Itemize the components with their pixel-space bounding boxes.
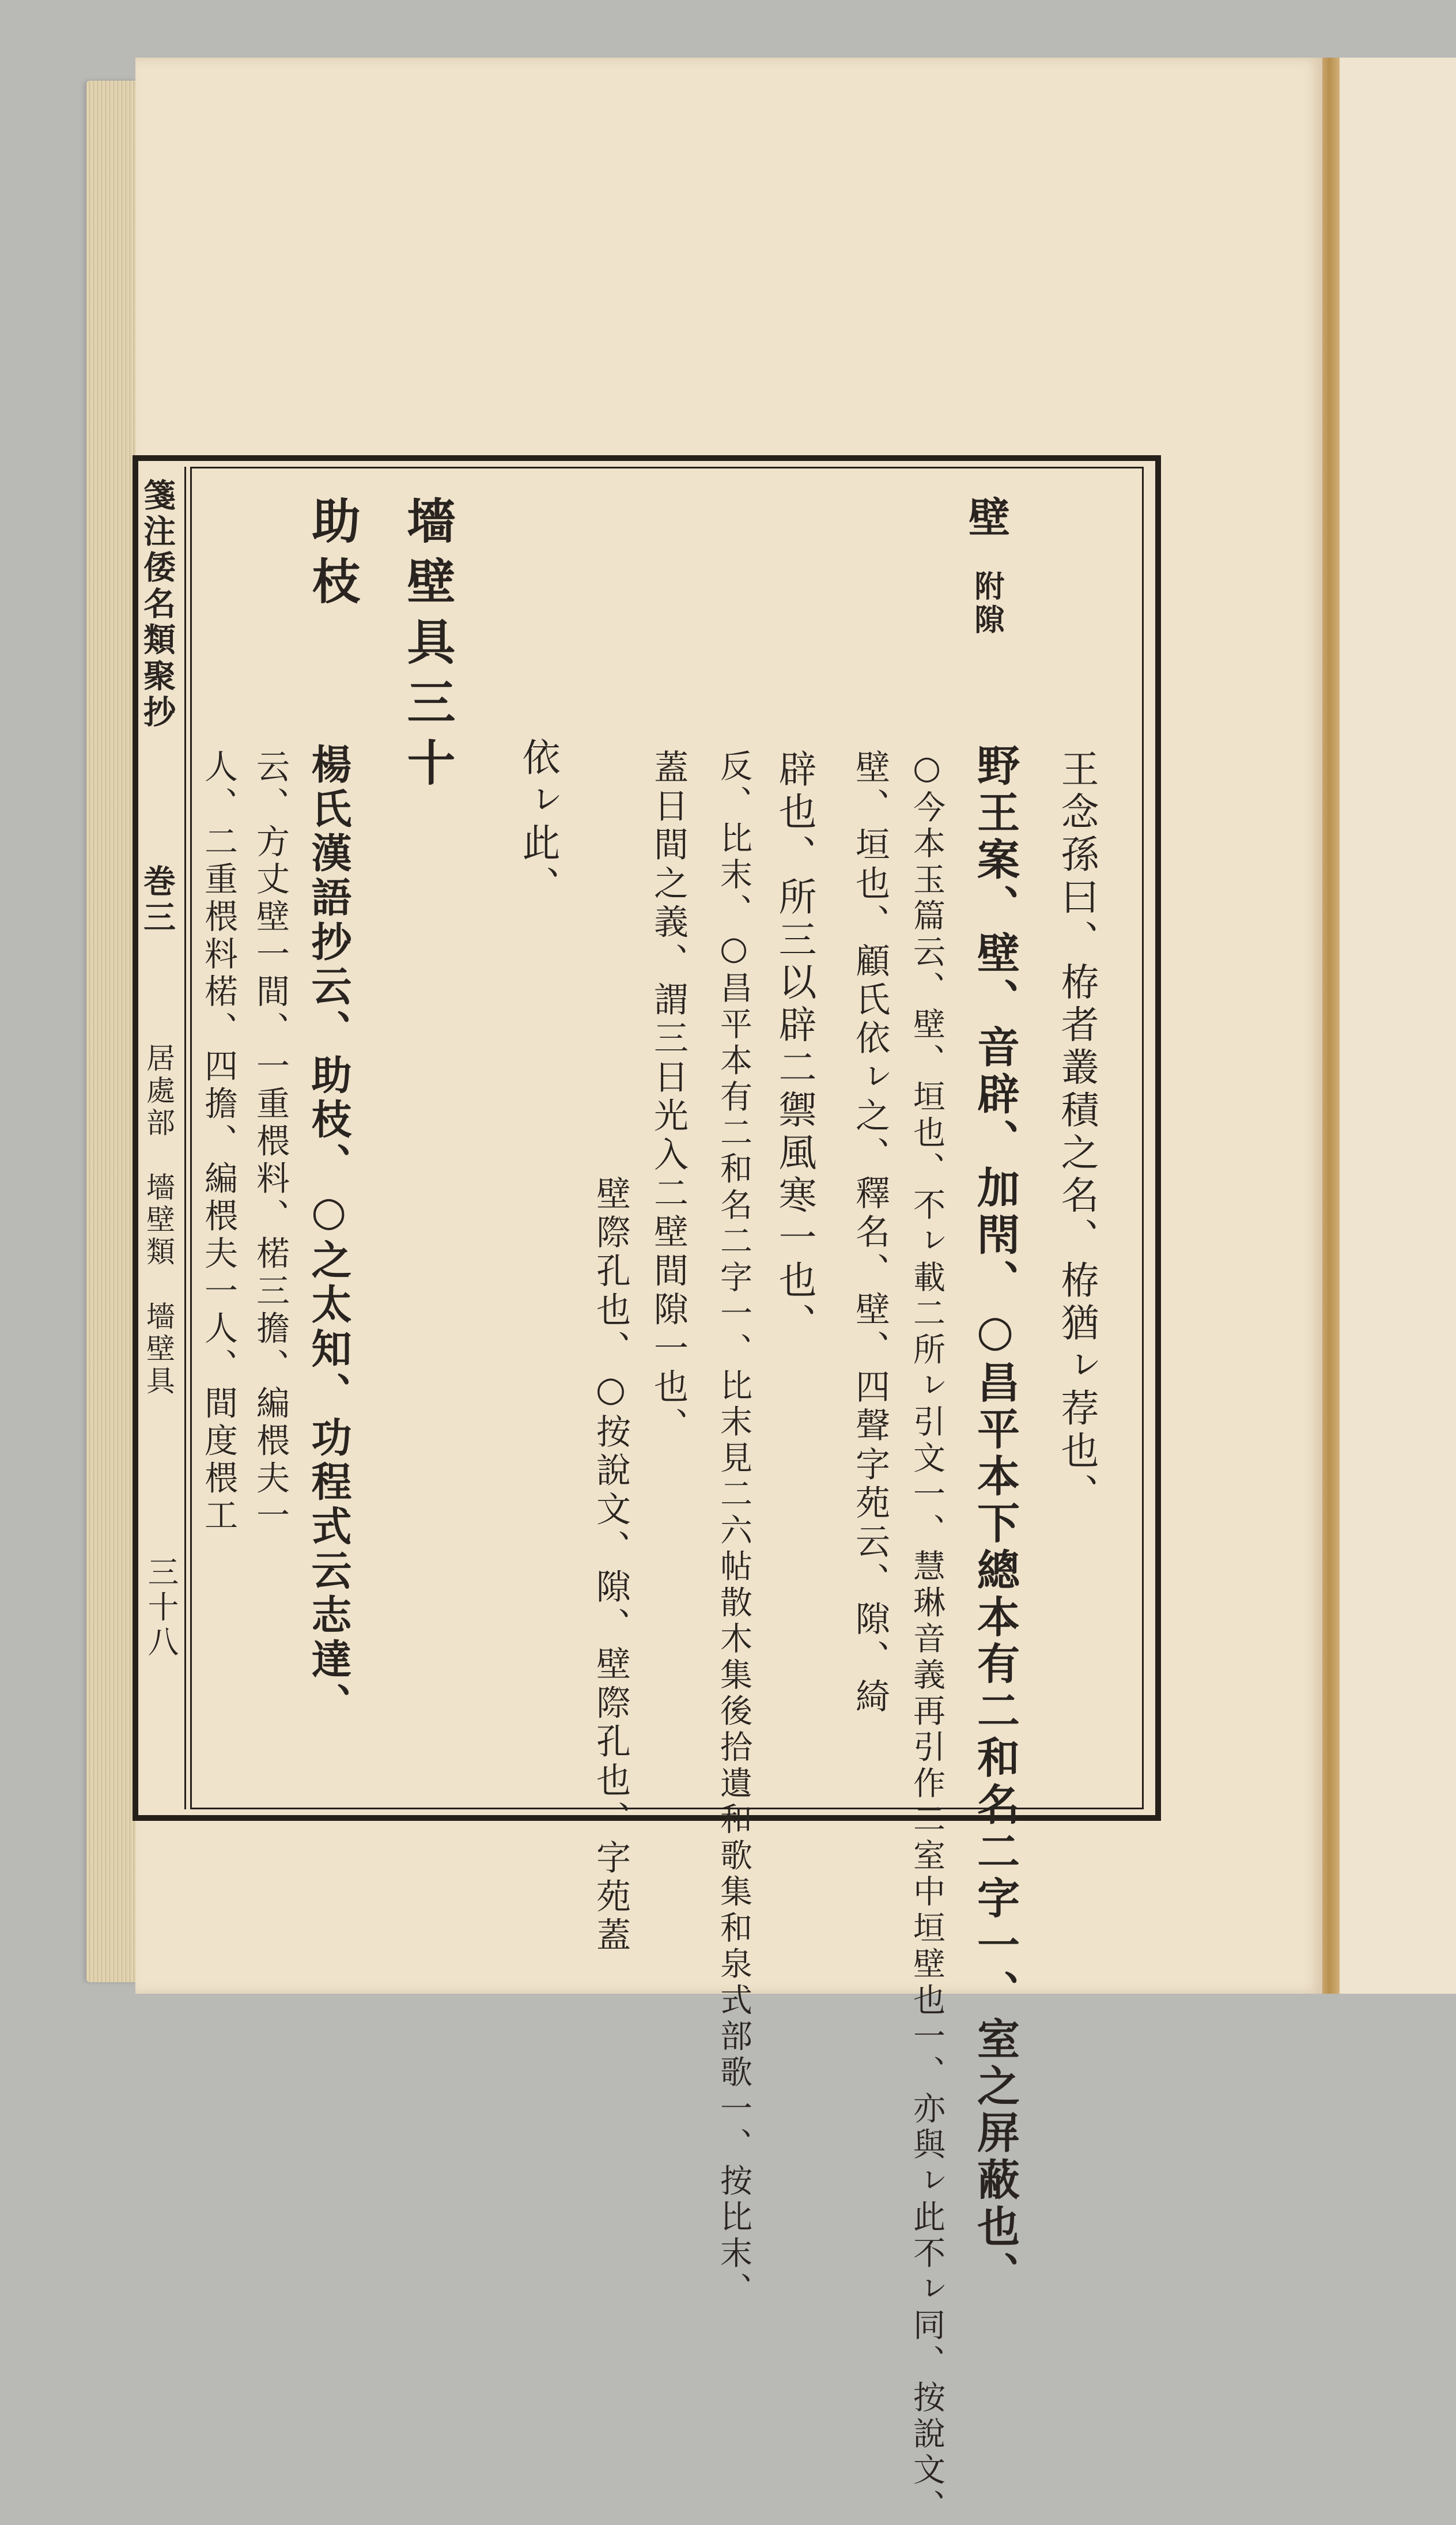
book-title: 箋注倭名類聚抄 [138, 478, 176, 732]
text-column-6: 反、比末、○昌平本有二和名二字一、比末見二六帖散木集後拾遺和歌集和泉式部歌一、按比末、 [715, 749, 752, 2308]
text-column-9: 楊氏漢語抄云、助枝、○之太知、功程式云志達、 [305, 743, 353, 1727]
text-column-11: 人、二重椳料楉、四擔、編椳夫一人、間度椳工 [199, 749, 238, 1536]
section-label: 居處部 墻壁類 墻壁具 [142, 1043, 175, 1398]
text-column-10: 云、方丈壁一間、一重椳料、楉三擔、編椳夫一 [251, 749, 290, 1536]
text-column-3: ○今本玉篇云、壁、垣也、不ㇾ載二所ㇾ引文一、慧琳音義再引作二室中垣壁也一、亦與ㇾ此不ㇾ同、按說文、 [908, 749, 946, 2525]
heading-wall-sub: 附隙 [969, 570, 1004, 638]
heading-support-branch: 助枝 [304, 496, 361, 617]
text-column-1: 王念孫曰、栫者叢積之名、栫猶ㇾ荐也、 [1054, 749, 1099, 1516]
text-column-4: 壁、垣也、顧氏依ㇾ之、釋名、壁、四聲字苑云、隙、綺 [850, 749, 890, 1717]
text-column-5: 辟也、所三以辟二禦風寒一也、 [772, 749, 816, 1345]
text-column-7: 蓋日間之義、謂三日光入二壁間隙一也、 [648, 749, 689, 1446]
book-gutter [1322, 58, 1340, 1994]
text-column-2: 野王案、壁、音辟、加閇、○昌平本下總本有二和名二字一、室之屏蔽也、 [970, 743, 1020, 2299]
page-number: 三十八 [143, 1556, 179, 1661]
heading-wall: 壁 [962, 496, 1011, 542]
right-page-edge [1340, 58, 1456, 1994]
margin-rule [184, 467, 186, 1809]
text-column-8: 依ㇾ此、 [516, 738, 560, 908]
heading-wall-tools: 墻壁具三十 [399, 496, 456, 798]
frame-left-rule [133, 455, 138, 1821]
text-column-7b: 壁際孔也、○按說文、隙、壁際孔也、字苑蓋 [591, 1175, 631, 1956]
page-edges [86, 81, 138, 1982]
volume-label: 巻三 [138, 864, 176, 937]
